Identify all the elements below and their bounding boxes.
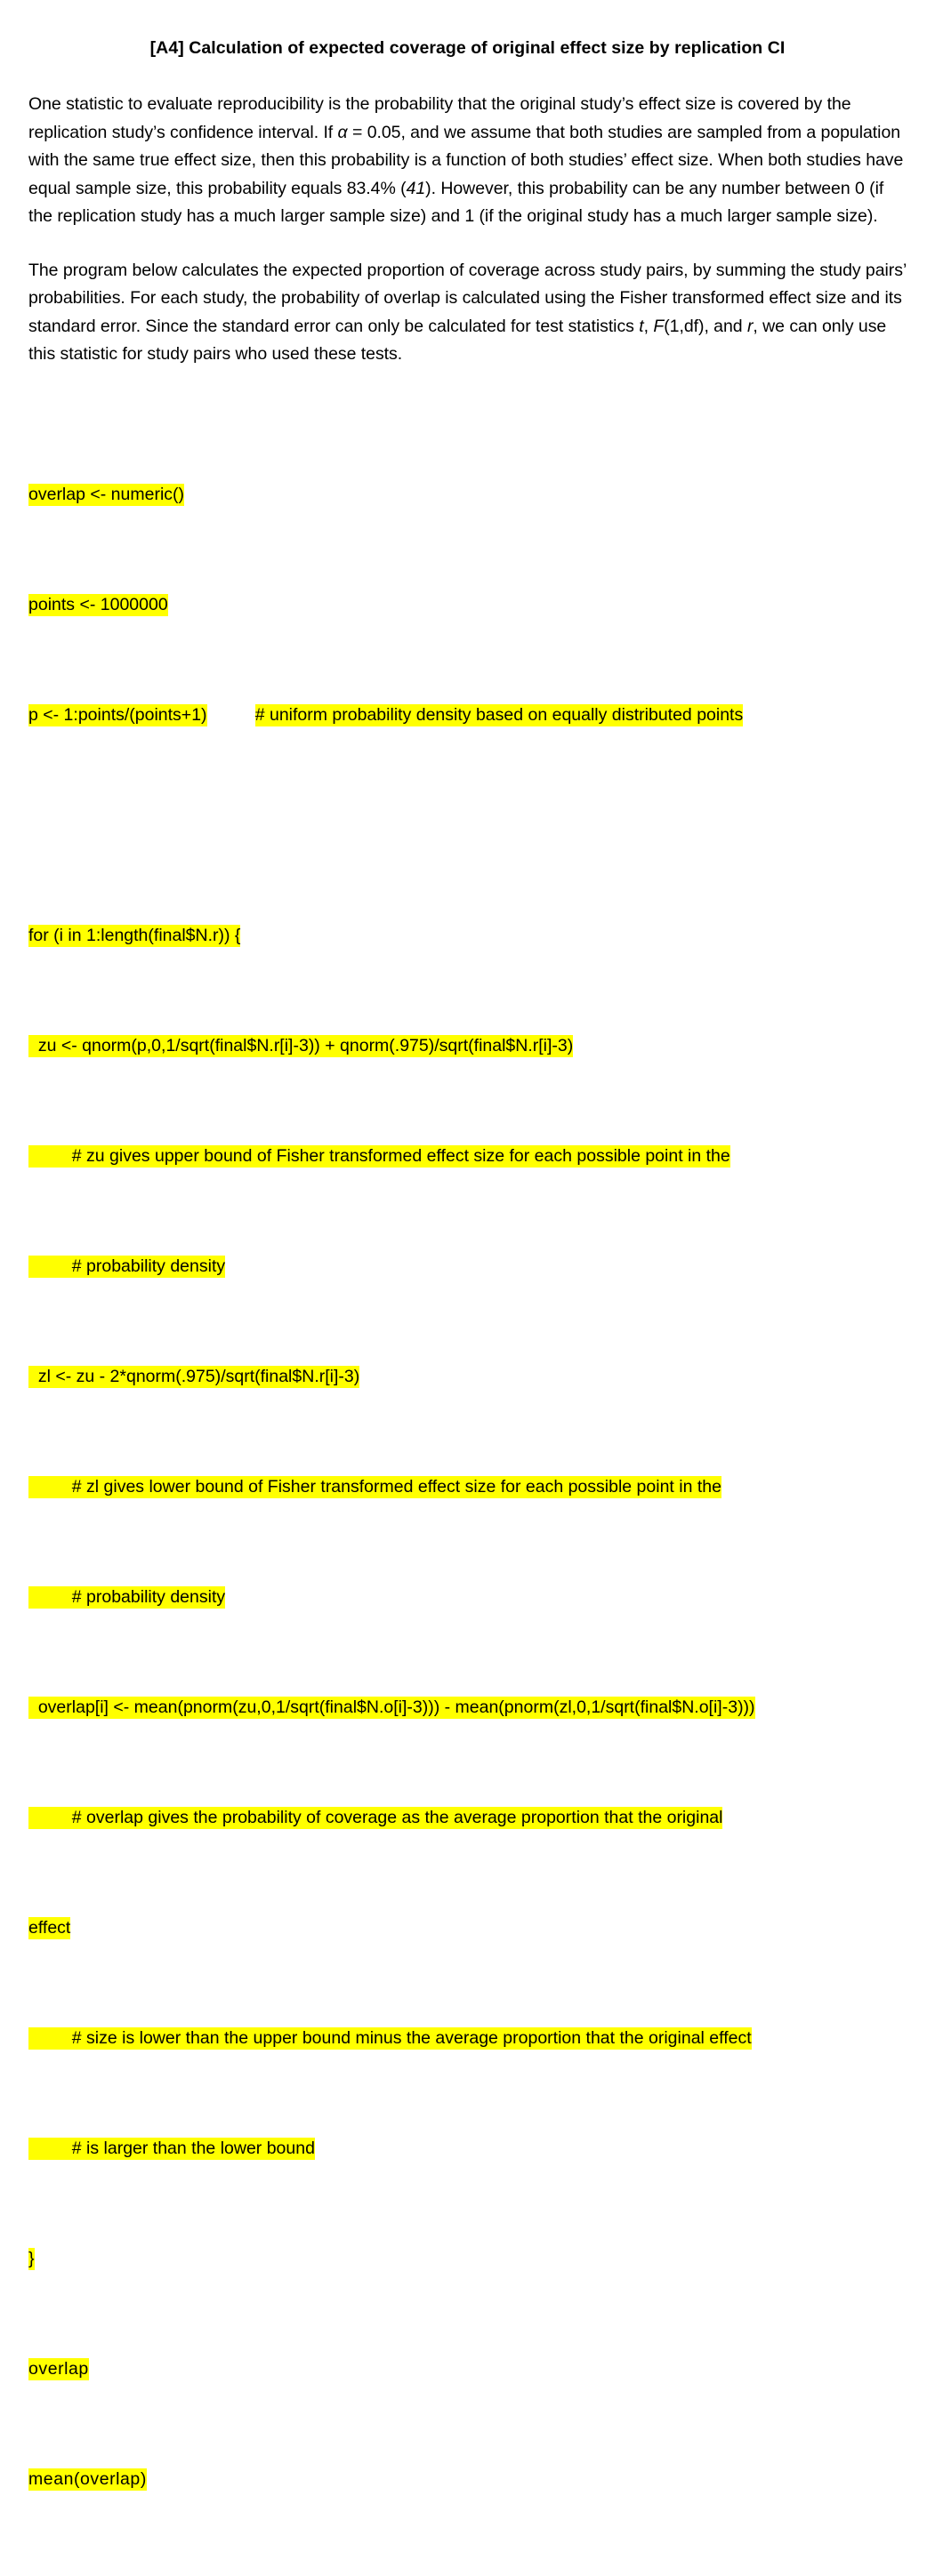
code-line-comment: # probability density: [28, 1256, 226, 1276]
code-line-text: overlap[i] <- mean(pnorm(zu,0,1/sqrt(final$N.o[i]-3))) - mean(pnorm(zl,0,1/sqrt(final$N.o[i]-3))): [28, 1697, 755, 1717]
citation-reference: 41: [406, 178, 426, 198]
code-line: [28, 2025, 935, 2052]
page-title: [A4] Calculation of expected coverage of original effect size by replication CI: [149, 38, 786, 58]
code-line: [28, 702, 935, 729]
alpha-symbol: α: [337, 122, 348, 142]
paragraph-1-text-a: One statistic to evaluate reproducibility is the probability that the original study’s effect size is covered by the replication study’s confidence interval. If: [28, 94, 851, 142]
paragraph-1-text-c: ). However, this probability can be any number between 0 (if the replication study has a much larger sample size) and 1 (if the original study has a much larger sample size).: [28, 178, 884, 227]
code-line: [28, 481, 935, 509]
code-line-text: }: [28, 2248, 35, 2268]
code-line: [28, 591, 935, 619]
code-line: [28, 922, 935, 950]
code-line-comment: # uniform probability density based on equally distributed points: [254, 704, 744, 725]
code-line: [28, 1363, 935, 1391]
paragraph-2-text-a: The program below calculates the expected proportion of coverage across study pairs, by summing the study pairs’ probabilities. For each study, the probability of overlap is calculated using the Fisher transformed effect size and its standard error. Since the standard error can only be calculated for test statistics: [28, 260, 907, 336]
code-line: [28, 1253, 935, 1280]
statistic-t-symbol: t: [639, 316, 644, 336]
code-line-comment: # size is lower than the upper bound minus the average proportion that the original effect: [28, 2027, 752, 2048]
code-line: [28, 1473, 935, 1501]
code-line: [28, 1694, 935, 1721]
code-line-text: p <- 1:points/(points+1): [28, 704, 207, 725]
code-line-wrapped: [28, 1914, 935, 1942]
code-line-text: zu <- qnorm(p,0,1/sqrt(final$N.r[i]-3)) + qnorm(.975)/sqrt(final$N.r[i]-3): [28, 1035, 574, 1055]
paragraph-1-text-b: = 0.05, and we assume that both studies are sampled from a population with the same true effect size, then this probability is a function of both studies’ effect size. When both studies have equal sample size, this probability equals 83.4% (: [28, 122, 904, 198]
code-line: [28, 2135, 935, 2163]
body-text: [0, 91, 935, 369]
code-line: [28, 2355, 935, 2383]
code-line-text: points <- 1000000: [28, 594, 168, 614]
code-line: [28, 2466, 935, 2493]
code-line: [28, 1032, 935, 1060]
code-line-comment: # probability density: [28, 1586, 226, 1607]
code-line: [28, 1584, 935, 1611]
code-line: [28, 2245, 935, 2273]
paragraph-2: [28, 257, 907, 369]
code-line-comment: # zl gives lower bound of Fisher transformed effect size for each possible point in the: [28, 1476, 721, 1497]
statistic-r-symbol: r: [746, 316, 754, 336]
code-line-text: for (i in 1:length(final$N.r)) {: [28, 925, 241, 945]
code-line-gap: [207, 705, 255, 725]
code-line-text: overlap <- numeric(): [28, 484, 185, 504]
code-line-text: mean(overlap): [28, 2468, 147, 2489]
code-line: [28, 1143, 935, 1170]
paragraph-2-text-d: , we can only use this statistic for study pairs who used these tests.: [28, 316, 887, 365]
code-line-wrap-continuation: effect: [28, 1917, 71, 1938]
code-blank-line: [28, 812, 935, 839]
code-line-text: overlap: [28, 2358, 89, 2379]
paragraph-1: [28, 91, 907, 231]
code-block: [0, 398, 935, 2576]
paragraph-2-text-c: (1,df), and: [664, 316, 747, 336]
code-line-comment: # zu gives upper bound of Fisher transformed effect size for each possible point in the: [28, 1145, 730, 1166]
statistic-f-symbol: F: [653, 316, 665, 336]
code-block-spacer: [0, 369, 935, 398]
code-line-comment: # is larger than the lower bound: [28, 2138, 315, 2158]
code-line: [28, 1804, 935, 1832]
paragraph-2-text-b: ,: [643, 316, 654, 336]
code-line-text: zl <- zu - 2*qnorm(.975)/sqrt(final$N.r[i]-3): [28, 1366, 360, 1386]
code-line-comment: # overlap gives the probability of coverage as the average proportion that the original: [28, 1807, 723, 1827]
